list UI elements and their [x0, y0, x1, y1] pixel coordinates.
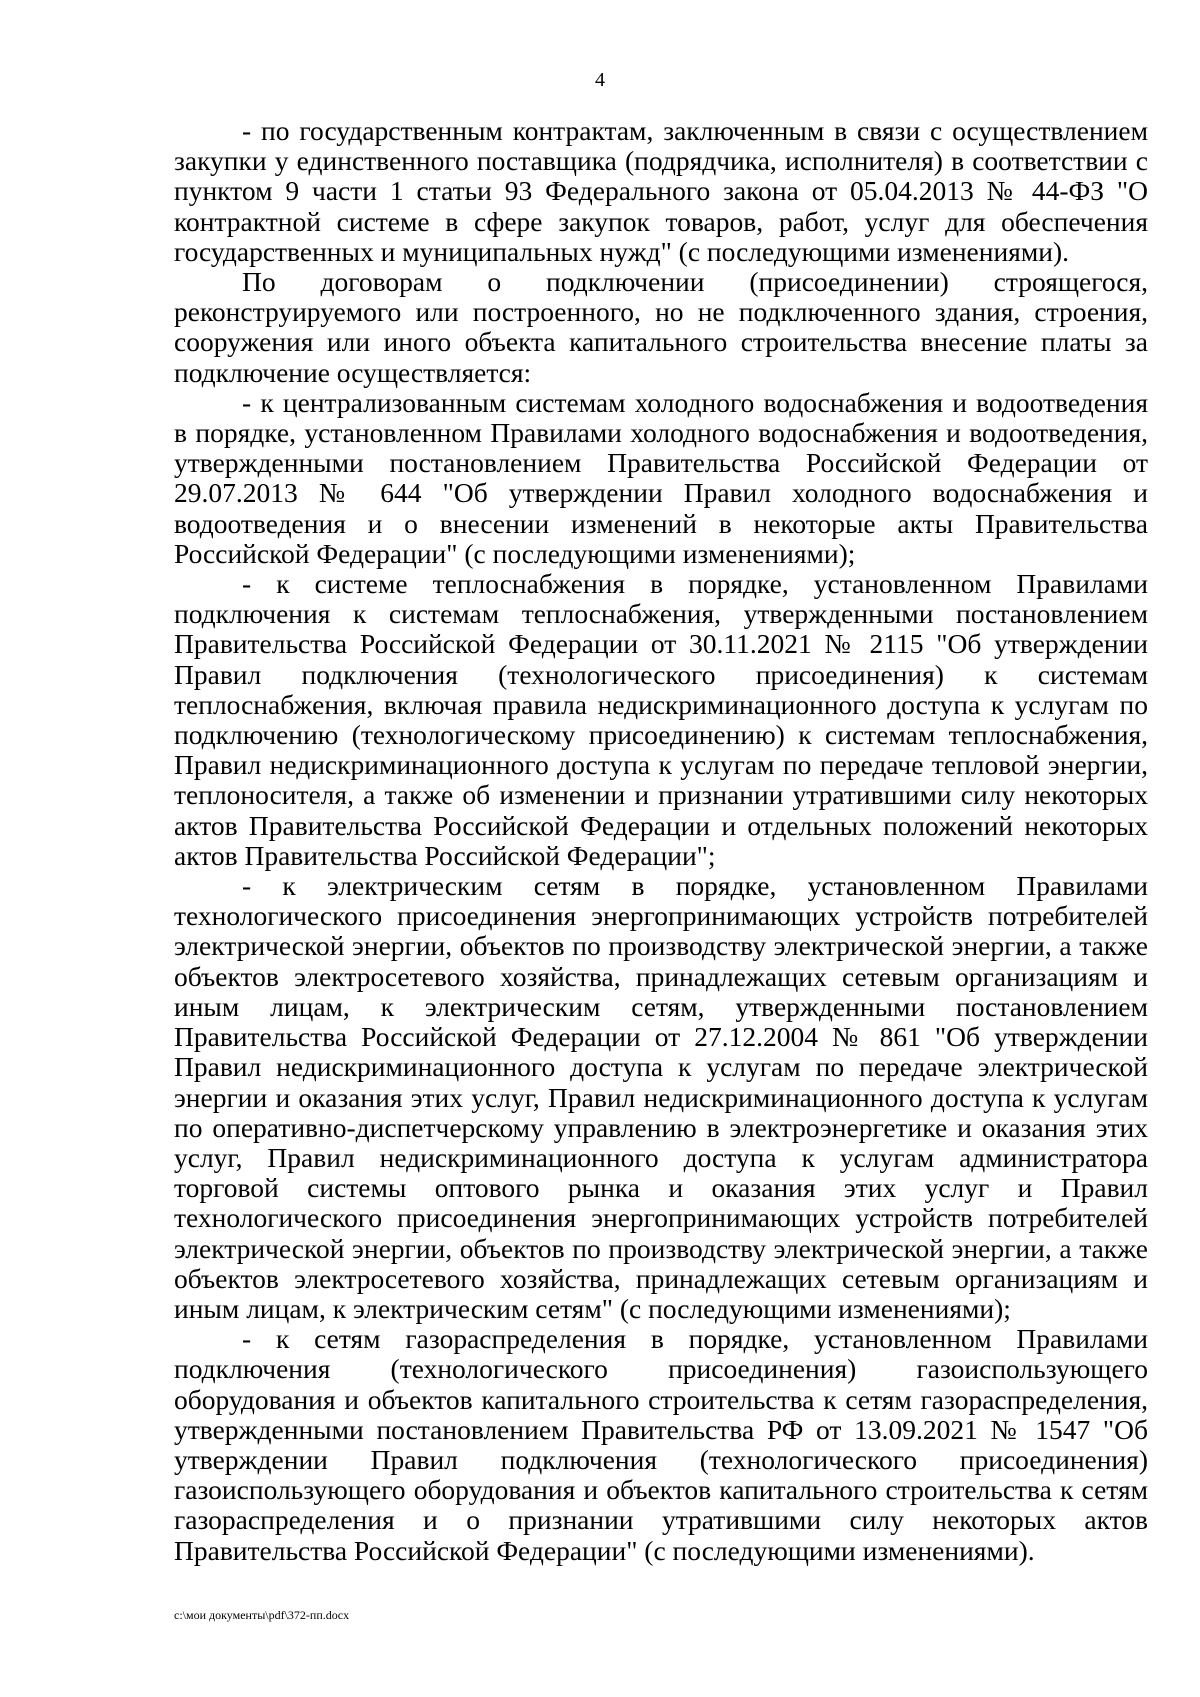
page-number: 4: [595, 69, 605, 91]
paragraph-heat-supply: - к системе теплоснабжения в порядке, установленном Правилами подключения к системам теплоснабжения, утвержденными постановлением Правительства Российской Федерации от 30.11.2021 № 2115 "Об утверждении Правил подключения (технологического присоединения) к системам теплоснабжения, включая правила недискриминационного доступа к услугам по подключению (технологическому присоединению) к системам теплоснабжения, Правил недискриминационного доступа к услугам по передаче тепловой энергии, теплоносителя, а также об изменении и признании утратившими силу некоторых актов Правительства Российской Федерации и отдельных положений некоторых актов Правительства Российской Федерации";: [174, 568, 1148, 871]
paragraph-electric-networks: - к электрическим сетям в порядке, установленном Правилами технологического присоединения энергопринимающих устройств потребителей электрической энергии, объектов по производству электрической энергии, а также объектов электросетевого хозяйства, принадлежащих сетевым организациям и иным лицам, к электрическим сетям, утвержденными постановлением Правительства Российской Федерации от 27.12.2004 № 861 "Об утверждении Правил недискриминационного доступа к услугам по передаче электрической энергии и оказания этих услуг, Правил недискриминационного доступа к услугам по оперативно-диспетчерскому управлению в электроэнергетике и оказания этих услуг, Правил недискриминационного доступа к услугам администратора торговой системы оптового рынка и оказания этих услуг и Правил технологического присоединения энергопринимающих устройств потребителей электрической энергии, объектов по производству электрической энергии, а также объектов электросетевого хозяйства, принадлежащих сетевым организациям и иным лицам, к электрическим сетям" (с последующими изменениями);: [174, 870, 1148, 1324]
paragraph-state-contracts: - по государственным контрактам, заключенным в связи с осуществлением закупки у единственного поставщика (подрядчика, исполнителя) в соответствии с пунктом 9 части 1 статьи 93 Федерального закона от 05.04.2013 № 44-ФЗ "О контрактной системе в сфере закупок товаров, работ, услуг для обеспечения государственных и муниципальных нужд" (с последующими изменениями).: [174, 115, 1148, 267]
footer-file-path: c:\мои документы\pdf\372-пп.docx: [174, 1608, 350, 1622]
paragraph-connection-agreements: По договорам о подключении (присоединении) строящегося, реконструируемого или построенного, но не подключенного здания, строения, сооружения или иного объекта капитального строительства внесение платы за подключение осуществляется:: [174, 266, 1148, 388]
document-body: [174, 116, 1148, 1566]
paragraph-water-supply: - к централизованным системам холодного водоснабжения и водоотведения в порядке, установленном Правилами холодного водоснабжения и водоотведения, утвержденными постановлением Правительства Российской Федерации от 29.07.2013 № 644 "Об утверждении Правил холодного водоснабжения и водоотведения и о внесении изменений в некоторые акты Правительства Российской Федерации" (с последующими изменениями);: [174, 386, 1148, 569]
paragraph-gas-distribution: - к сетям газораспределения в порядке, установленном Правилами подключения (технологического присоединения) газоиспользующего оборудования и объектов капитального строительства к сетям газораспределения, утвержденными постановлением Правительства РФ от 13.09.2021 № 1547 "Об утверждении Правил подключения (технологического присоединения) газоиспользующего оборудования и объектов капитального строительства к сетям газораспределения и о признании утратившими силу некоторых актов Правительства Российской Федерации" (с последующими изменениями).: [174, 1323, 1148, 1566]
